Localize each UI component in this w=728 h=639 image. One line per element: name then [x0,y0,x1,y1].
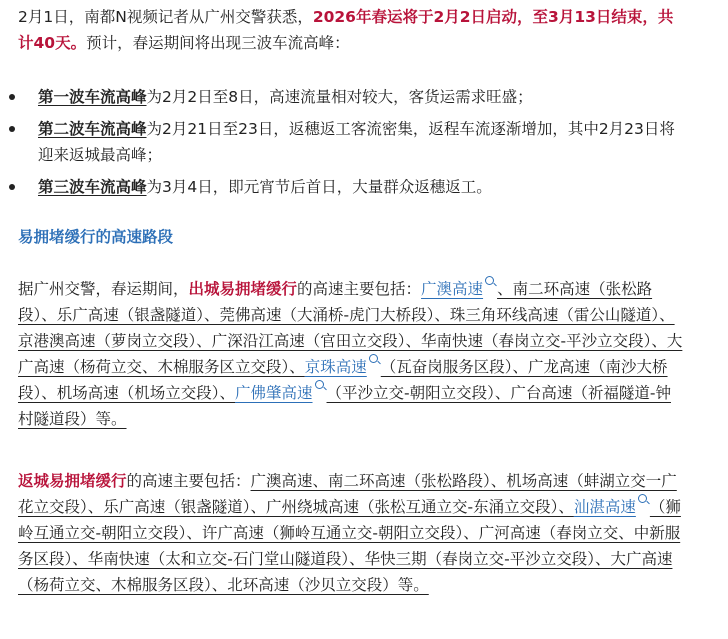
peak-text: 为3月4日，即元宵节后首日，大量群众返穗返工。 [146,178,492,196]
inbound-paragraph [18,468,683,598]
peak-title: 第二波车流高峰 [38,120,147,138]
intro-paragraph [18,4,683,56]
bullet-dot [9,94,15,100]
inbound-roads-2: （狮岭互通立交-朝阳立交段）、许广高速（狮岭互通立交-朝阳立交段）、广河高速（春岗立交、中新服务区段）、华南快速（太和立交-石门堂山隧道段）、华快三期（春岗立交-平沙立交段）、大广高速（杨荷立交、木棉服务区段）、北环高速（沙贝立交段）等。 [18,498,681,594]
outbound-roads-2: （瓦奋岗服务区段）、广龙高速（南沙大桥段）、机场高速（机场立交段）、 [18,358,668,402]
search-icon[interactable] [638,494,647,503]
outbound-roads-1: 、南二环高速（张松路段）、乐广高速（银盏隧道）、莞佛高速（大涌桥-虎门大桥段）、珠三角环线高速（雷公山隧道）、京港澳高速（萝岗立交段）、广深沿江高速（官田立交段）、华南快速（春岗立交-平沙立交段）、大广高速（杨荷立交、木棉服务区立交段）、 [18,280,683,376]
outbound-roads-3: （平沙立交-朝阳立交段）、广台高速（祈福隧道-钟村隧道段）等。 [18,384,671,428]
search-icon[interactable] [485,276,494,285]
list-item [38,174,688,200]
link-jingzhu-expressway[interactable]: 京珠高速 [304,358,367,376]
intro-text: 2月1日，南都N视频记者从广州交警获悉， [18,8,313,26]
bullet-dot [9,184,15,190]
link-shanzhan-expressway[interactable]: 汕湛高速 [573,498,636,516]
inbound-mid: 的高速主要包括： [126,472,251,490]
peak-title: 第三波车流高峰 [38,178,147,196]
outbound-mid: 的高速主要包括： [297,280,422,298]
peak-list [38,84,688,206]
outbound-lead: 据广州交警，春运期间， [18,280,189,298]
link-guangfozhao-expressway[interactable]: 广佛肇高速 [235,384,313,402]
outbound-paragraph [18,276,683,432]
list-item [38,84,688,110]
peak-text: 为2月21日至23日，返穗返工客流密集，返程车流逐渐增加，其中2月23日将迎来返城最高峰； [38,120,675,164]
inbound-roads-1: 广澳高速、南二环高速（张松路段）、机场高速（蚌湖立交一广花立交段）、乐广高速（银盏隧道）、广州绕城高速（张松互通立交-东涌立交段）、 [18,472,677,516]
search-icon[interactable] [369,354,378,363]
intro-highlight: 2026年春运将于2月2日启动，至3月13日结束，共计40天。 [18,8,674,52]
link-guangao-expressway[interactable]: 广澳高速 [421,280,484,298]
intro-text-2: 预计，春运期间将出现三波车流高峰： [86,34,350,52]
section-heading: 易拥堵缓行的高速路段 [18,228,174,246]
list-item [38,116,688,168]
peak-text: 为2月2日至8日，高速流量相对较大，客货运需求旺盛； [146,88,533,106]
peak-title: 第一波车流高峰 [38,88,147,106]
bullet-dot [9,126,15,132]
search-icon[interactable] [315,380,324,389]
outbound-label: 出城易拥堵缓行 [188,280,298,298]
inbound-label: 返城易拥堵缓行 [18,472,127,490]
